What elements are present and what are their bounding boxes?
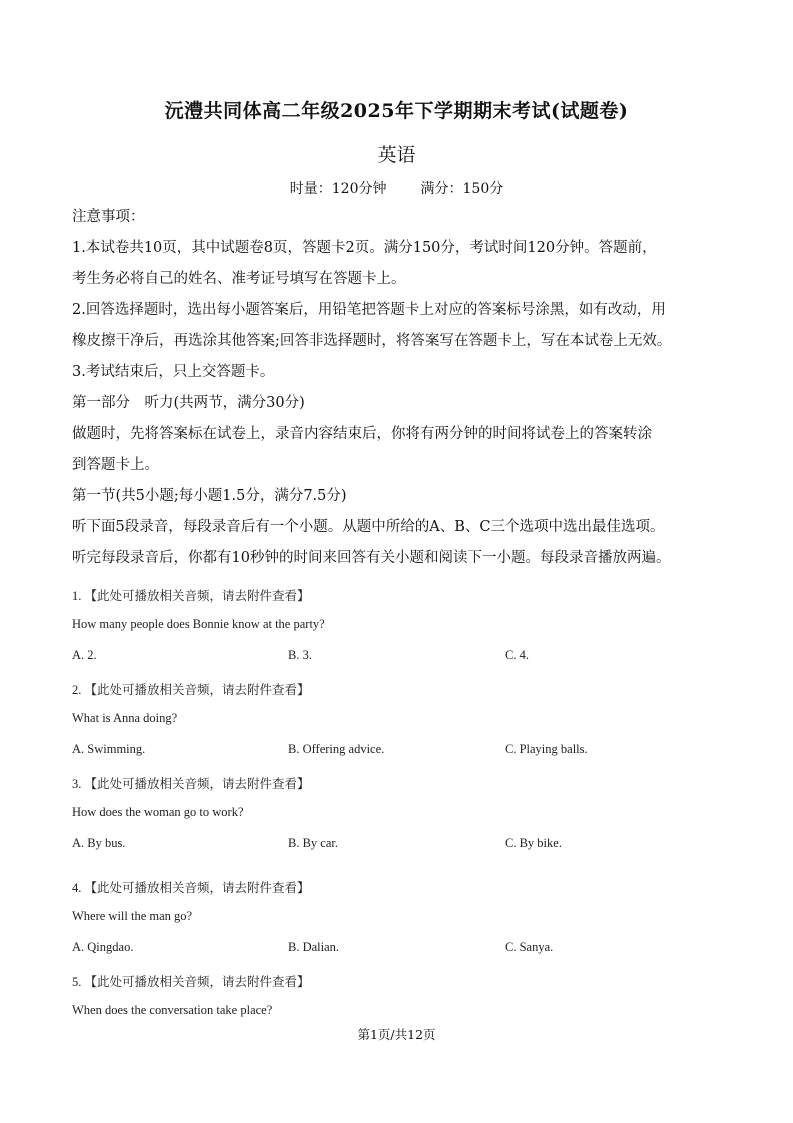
question-5-text: When does the conversation take place?: [72, 1003, 273, 1017]
question-3-option-c: C. By bike.: [505, 836, 562, 850]
section1-instruction-line-1: 听下面5段录音，每段录音后有一个小题。从题中所给的A、B、C三个选项中选出最佳选项。: [72, 519, 665, 535]
exam-title: 沅澧共同体高二年级2025年下学期期末考试(试题卷): [164, 100, 629, 122]
section1-instruction-line-2: 听完每段录音后，你都有10秒钟的时间来回答有关小题和阅读下一小题。每段录音播放两遍。: [72, 550, 671, 566]
question-2-option-b: B. Offering advice.: [288, 742, 385, 756]
part1-heading: 第一部分 听力(共两节，满分30分): [72, 395, 305, 411]
question-4-option-a: A. Qingdao.: [72, 940, 134, 954]
question-1-audio-tag: 1. 【此处可播放相关音频，请去附件查看】: [72, 589, 310, 603]
page-footer: 第1页/共12页: [357, 1027, 436, 1042]
subject-title: 英语: [377, 144, 416, 166]
question-2-text: What is Anna doing?: [72, 711, 178, 725]
time-limit: 时量：120分钟: [289, 181, 387, 197]
notice-item-1-line-1: 1.本试卷共10页，其中试题卷8页，答题卡2页。满分150分，考试时间120分钟。答题前，: [72, 240, 657, 256]
notice-heading: 注意事项：: [72, 209, 145, 225]
question-1-option-b: B. 3.: [288, 648, 312, 662]
notice-item-3: 3.考试结束后，只上交答题卡。: [72, 364, 275, 380]
question-5-audio-tag: 5. 【此处可播放相关音频，请去附件查看】: [72, 975, 310, 989]
question-3-audio-tag: 3. 【此处可播放相关音频，请去附件查看】: [72, 777, 310, 791]
exam-meta: [0, 178, 793, 198]
question-3-option-a: A. By bus.: [72, 836, 126, 850]
part1-instruction-line-2: 到答题卡上。: [72, 457, 159, 473]
full-score: 满分：150分: [420, 181, 504, 197]
question-4-option-c: C. Sanya.: [505, 940, 554, 954]
question-4-text: Where will the man go?: [72, 909, 193, 923]
notice-item-1-line-2: 考生务必将自己的姓名、准考证号填写在答题卡上。: [72, 271, 406, 287]
question-1-option-c: C. 4.: [505, 648, 529, 662]
question-1-option-a: A. 2.: [72, 648, 97, 662]
question-3-option-b: B. By car.: [288, 836, 338, 850]
question-2-option-c: C. Playing balls.: [505, 742, 588, 756]
question-4-option-b: B. Dalian.: [288, 940, 340, 954]
notice-item-2-line-1: 2.回答选择题时，选出每小题答案后，用铅笔把答题卡上对应的答案标号涂黑，如有改动，用: [72, 302, 666, 318]
question-1-text: How many people does Bonnie know at the party?: [72, 617, 325, 631]
notice-item-2-line-2: 橡皮擦干净后，再选涂其他答案;回答非选择题时，将答案写在答题卡上，写在本试卷上无效。: [72, 333, 672, 349]
question-2-audio-tag: 2. 【此处可播放相关音频，请去附件查看】: [72, 683, 310, 697]
part1-instruction-line-1: 做题时，先将答案标在试卷上，录音内容结束后，你将有两分钟的时间将试卷上的答案转涂: [72, 426, 652, 442]
notice-section: [72, 202, 734, 574]
question-2-option-a: A. Swimming.: [72, 742, 146, 756]
question-4-audio-tag: 4. 【此处可播放相关音频，请去附件查看】: [72, 881, 310, 895]
question-3-text: How does the woman go to work?: [72, 805, 244, 819]
section1-heading: 第一节(共5小题;每小题1.5分，满分7.5分): [72, 488, 347, 504]
